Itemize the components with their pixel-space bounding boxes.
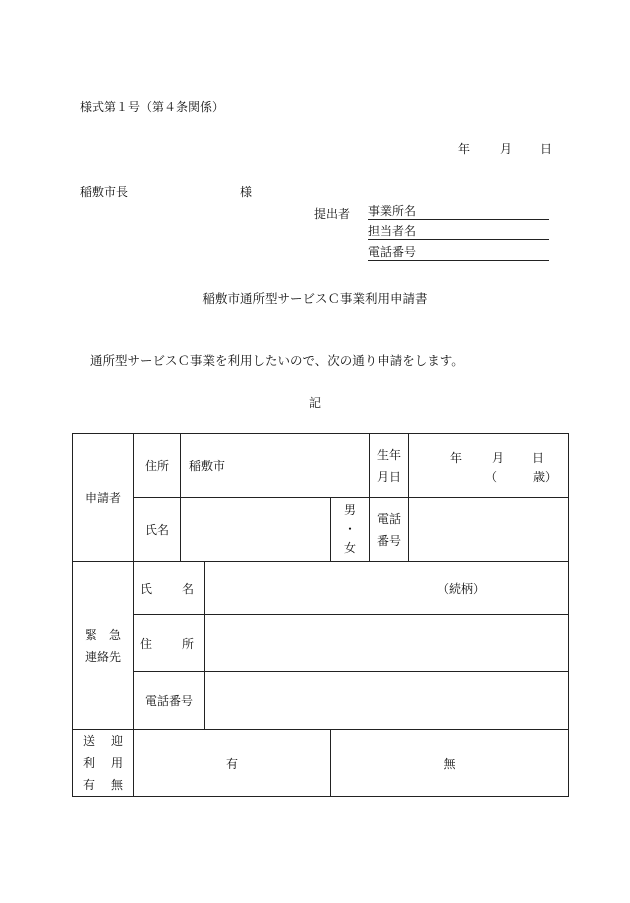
body-text: 通所型サービスＣ事業を利用したいので、次の通り申請をします。 bbox=[90, 353, 464, 368]
applicant-address-field[interactable] bbox=[181, 434, 370, 498]
emergency-phone-label: 電話番号 bbox=[134, 672, 205, 730]
dob-month: 月 bbox=[492, 450, 505, 465]
emergency-name-a: 氏 bbox=[140, 581, 153, 596]
transport-label bbox=[73, 730, 134, 797]
honorific: 様 bbox=[240, 185, 253, 199]
applicant-address-label: 住所 bbox=[134, 434, 181, 498]
submitter-contact-field: 担当者名 bbox=[368, 224, 549, 240]
date-month-label: 月 bbox=[500, 142, 513, 156]
dob-label-line2: 月日 bbox=[377, 469, 402, 484]
age-close: 歳） bbox=[533, 469, 558, 484]
applicant-phone-label bbox=[370, 498, 409, 562]
emergency-name-field[interactable] bbox=[205, 562, 569, 615]
applicant-name-field[interactable] bbox=[181, 498, 331, 562]
date-year-label: 年 bbox=[458, 142, 471, 156]
age-open: （ bbox=[485, 469, 498, 484]
date-day-label: 日 bbox=[540, 142, 553, 156]
application-table bbox=[72, 433, 569, 797]
form-number: 様式第１号（第４条関係） bbox=[80, 100, 225, 114]
applicant-address-prefix: 稲敷市 bbox=[189, 459, 226, 473]
phone-label-line1: 電話 bbox=[377, 511, 402, 526]
emergency-address-label bbox=[134, 615, 205, 672]
applicant-dob-field[interactable] bbox=[409, 434, 569, 498]
emergency-name-b: 名 bbox=[181, 581, 194, 596]
phone-label-line2: 番号 bbox=[377, 533, 402, 548]
transport-label-1a: 送 bbox=[83, 734, 96, 748]
emergency-label-line1: 緊 急 bbox=[84, 627, 121, 642]
applicant-label: 申請者 bbox=[73, 434, 134, 562]
applicant-phone-field[interactable] bbox=[409, 498, 569, 562]
transport-label-3b: 無 bbox=[110, 778, 123, 792]
emergency-address-field[interactable] bbox=[205, 615, 569, 672]
ki-label: 記 bbox=[308, 396, 321, 410]
emergency-label-line2: 連絡先 bbox=[84, 649, 121, 664]
emergency-contact-label bbox=[73, 562, 134, 730]
gender-male: 男 bbox=[344, 503, 357, 517]
transport-no-option[interactable]: 無 bbox=[331, 730, 569, 797]
applicant-dob-label bbox=[370, 434, 409, 498]
dob-label-line1: 生年 bbox=[377, 447, 402, 462]
applicant-gender[interactable] bbox=[331, 498, 370, 562]
emergency-phone-field[interactable] bbox=[205, 672, 569, 730]
transport-label-2b: 用 bbox=[110, 756, 123, 770]
addressee: 稲敷市長 bbox=[80, 185, 129, 199]
submitter-label: 提出者 bbox=[314, 207, 351, 221]
page-title: 稲敷市通所型サービスＣ事業利用申請書 bbox=[202, 291, 428, 306]
applicant-name-label: 氏名 bbox=[134, 498, 181, 562]
transport-label-3a: 有 bbox=[83, 778, 96, 792]
emergency-relation: （続柄） bbox=[437, 581, 486, 596]
emergency-address-a: 住 bbox=[140, 636, 153, 651]
transport-label-1b: 迎 bbox=[110, 734, 123, 748]
gender-dot: ・ bbox=[344, 522, 357, 536]
dob-year: 年 bbox=[450, 450, 463, 465]
emergency-name-label bbox=[134, 562, 205, 615]
submitter-office-field: 事業所名 bbox=[368, 204, 549, 220]
transport-yes-option[interactable]: 有 bbox=[134, 730, 331, 797]
emergency-address-b: 所 bbox=[181, 636, 194, 651]
dob-day: 日 bbox=[532, 450, 545, 465]
submitter-phone-field: 電話番号 bbox=[368, 245, 549, 261]
transport-label-2a: 利 bbox=[83, 756, 96, 770]
gender-female: 女 bbox=[344, 541, 357, 555]
